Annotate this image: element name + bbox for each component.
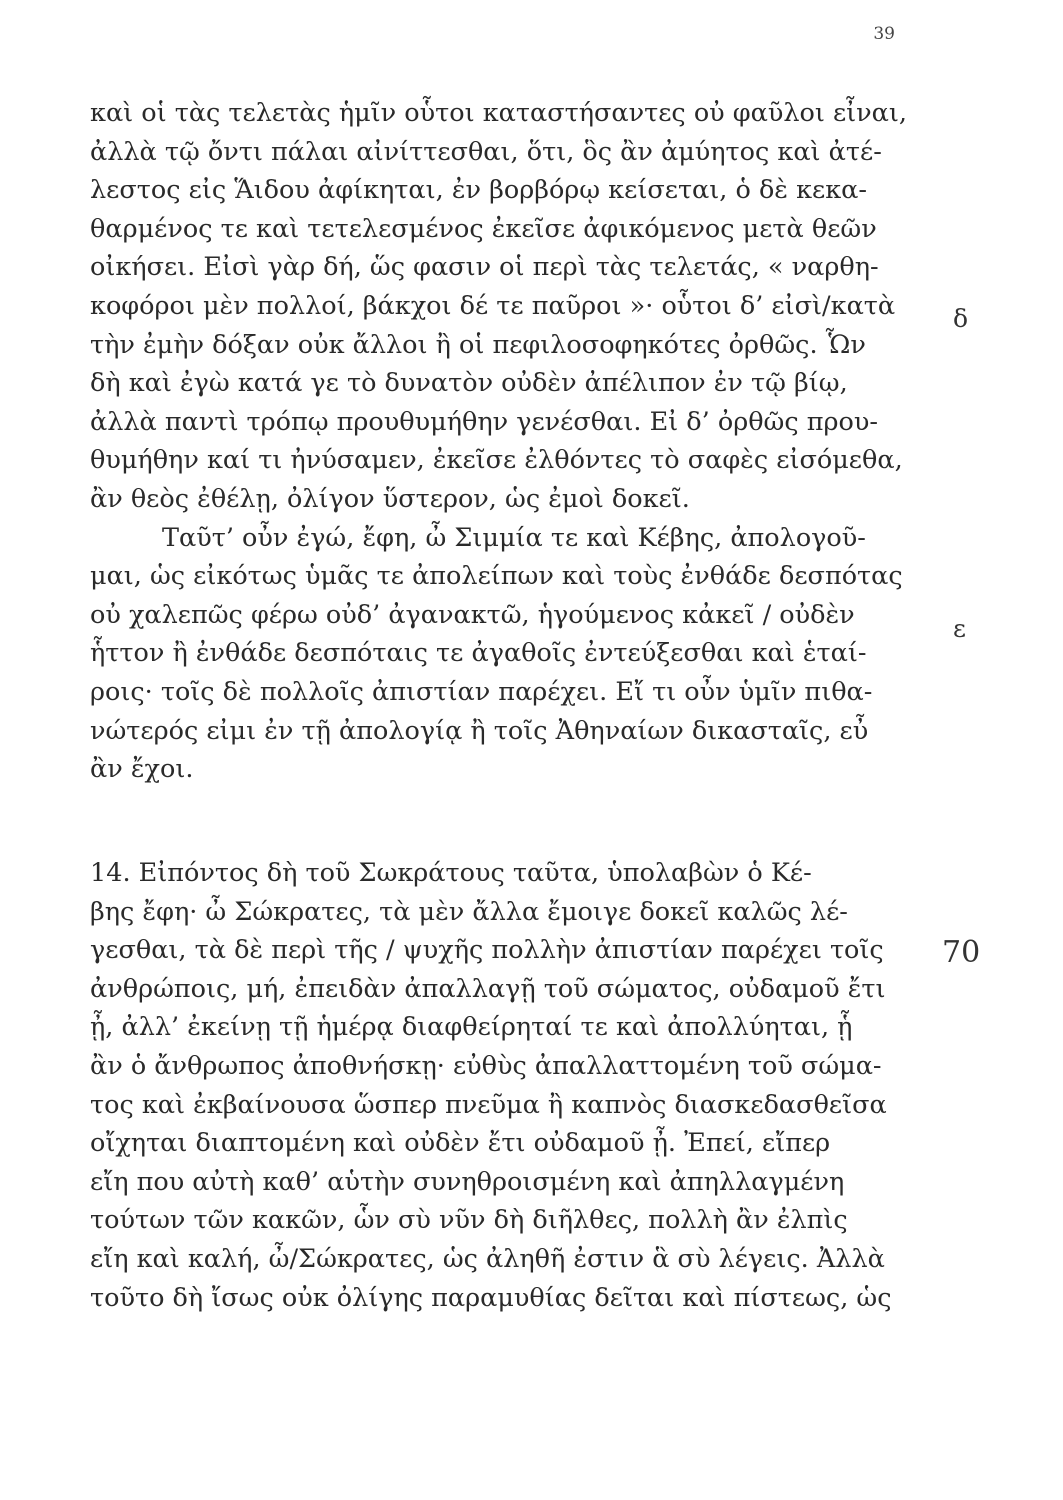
text-line: ἂν ὁ ἄνθρωπος ἀποθνήσκῃ· εὐθὺς ἀπαλλαττομένη τοῦ σώμα- [90, 1050, 882, 1081]
text-line: θυμήθην καί τι ἠνύσαμεν, ἐκεῖσε ἐλθόντες τὸ σαφὲς εἰσόμεθα, [90, 445, 903, 476]
text-line: ροις· τοῖς δὲ πολλοῖς ἀπιστίαν παρέχει. Εἴ τι οὖν ὑμῖν πιθα- [90, 676, 873, 707]
text-line: οὐ χαλεπῶς φέρω οὐδ’ ἀγανακτῶ, ἡγούμενος κἀκεῖ / οὐδὲν [90, 599, 855, 630]
text-line: εἴη καὶ καλή, ὦ/Σώκρατες, ὡς ἀληθῆ ἐστιν ἃ σὺ λέγεις. Ἀλλὰ [90, 1243, 885, 1274]
text-block-section-14 [90, 854, 910, 1317]
text-line: Ταῦτ’ οὖν ἐγώ, ἔφη, ὦ Σιμμία τε καὶ Κέβης, ἀπολογοῦ- [162, 522, 866, 553]
text-line: θαρμένος τε καὶ τετελεσμένος ἐκεῖσε ἀφικόμενος μετὰ θεῶν [90, 213, 877, 244]
text-line: τος καὶ ἐκβαίνουσα ὥσπερ πνεῦμα ἢ καπνὸς διασκεδασθεῖσα [90, 1089, 887, 1120]
section-heading-line: 14. Εἰπόντος δὴ τοῦ Σωκράτους ταῦτα, ὑπολαβὼν ὁ Κέ- [90, 858, 812, 888]
margin-marker-70: 70 [942, 935, 981, 970]
text-line: κοφόροι μὲν πολλοί, βάκχοι δέ τε παῦροι »· οὗτοι δ’ εἰσὶ/κατὰ [90, 290, 896, 321]
text-line: τούτων τῶν κακῶν, ὧν σὺ νῦν δὴ διῆλθες, πολλὴ ἂν ἐλπὶς [90, 1205, 848, 1236]
text-line: ἧττον ἢ ἐνθάδε δεσπόταις τε ἀγαθοῖς ἐντεύξεσθαι καὶ ἑταί- [90, 638, 867, 669]
text-line: λεστος εἰς Ἅιδου ἀφίκηται, ἐν βορβόρῳ κείσεται, ὁ δὲ κεκα- [90, 175, 868, 206]
text-line: τὴν ἐμὴν δόξαν οὐκ ἄλλοι ἢ οἱ πεφιλοσοφηκότες ὀρθῶς. Ὧν [90, 329, 866, 360]
text-line: νώτερός εἰμι ἐν τῇ ἀπολογίᾳ ἢ τοῖς Ἀθηναίων δικασταῖς, εὖ [90, 715, 869, 746]
text-line: γεσθαι, τὰ δὲ περὶ τῆς / ψυχῆς πολλὴν ἀπιστίαν παρέχει τοῖς [90, 935, 884, 966]
margin-marker-delta: δ [953, 304, 969, 333]
margin-marker-epsilon: ε [953, 614, 966, 643]
text-line: ἀνθρώποις, μή, ἐπειδὰν ἀπαλλαγῇ τοῦ σώματος, οὐδαμοῦ ἔτι [90, 973, 886, 1004]
text-block-upper [90, 94, 910, 789]
text-line: μαι, ὡς εἰκότως ὑμᾶς τε ἀπολείπων καὶ τοὺς ἐνθάδε δεσπότας [90, 561, 903, 592]
text-line: ἀλλὰ παντὶ τρόπῳ προυθυμήθην γενέσθαι. Εἰ δ’ ὀρθῶς πρου- [90, 406, 878, 437]
text-line: οἴχηται διαπτομένη καὶ οὐδὲν ἔτι οὐδαμοῦ ᾖ. Ἐπεί, εἴπερ [90, 1128, 831, 1159]
text-line: ἀλλὰ τῷ ὄντι πάλαι αἰνίττεσθαι, ὅτι, ὃς ἂν ἀμύητος καὶ ἀτέ- [90, 136, 882, 167]
text-line: οἰκήσει. Εἰσὶ γὰρ δή, ὥς φασιν οἱ περὶ τὰς τελετάς, « ναρθη- [90, 252, 879, 283]
text-line: τοῦτο δὴ ἴσως οὐκ ὀλίγης παραμυθίας δεῖται καὶ πίστεως, ὡς [90, 1282, 892, 1313]
page-number: 39 [873, 24, 895, 44]
text-line: εἴη που αὐτὴ καθ’ αὑτὴν συνηθροισμένη καὶ ἀπηλλαγμένη [90, 1166, 845, 1197]
text-line: βης ἔφη· ὦ Σώκρατες, τὰ μὲν ἄλλα ἔμοιγε δοκεῖ καλῶς λέ- [90, 896, 848, 927]
text-line: ᾖ, ἀλλ’ ἐκείνῃ τῇ ἡμέρᾳ διαφθείρηταί τε καὶ ἀπολλύηται, ᾗ [90, 1012, 853, 1043]
text-line: ἂν θεὸς ἐθέλῃ, ὀλίγον ὕστερον, ὡς ἐμοὶ δοκεῖ. [90, 483, 690, 514]
text-line: δὴ καὶ ἐγὼ κατά γε τὸ δυνατὸν οὐδὲν ἀπέλιπον ἐν τῷ βίῳ, [90, 368, 848, 399]
text-line: ἂν ἔχοι. [90, 754, 194, 785]
text-line: καὶ οἱ τὰς τελετὰς ἡμῖν οὗτοι καταστήσαντες οὐ φαῦλοι εἶναι, [90, 98, 908, 128]
